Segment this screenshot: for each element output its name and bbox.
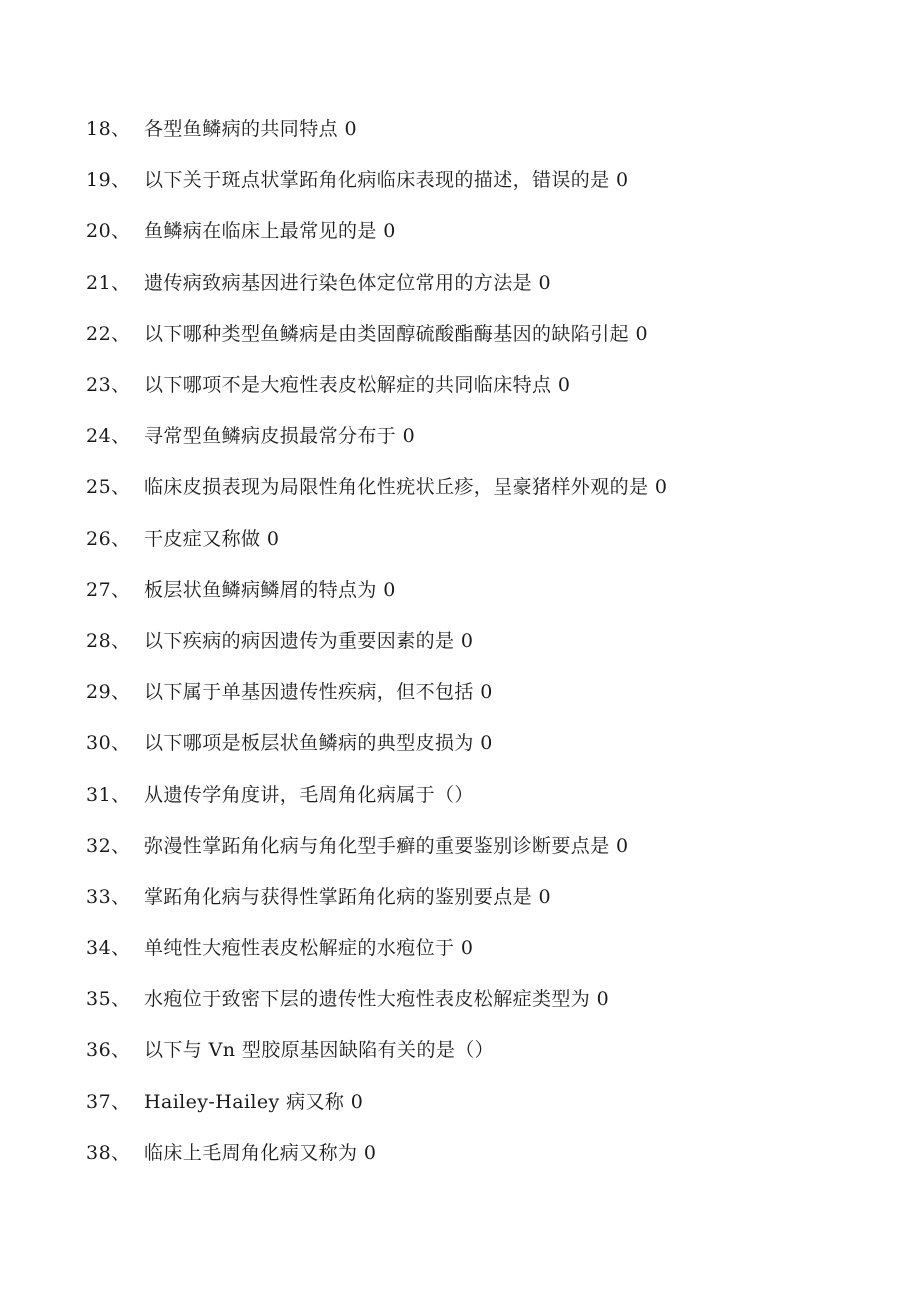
question-item <box>86 206 886 257</box>
question-text: 遗传病致病基因进行染色体定位常用的方法是 0 <box>144 271 551 294</box>
question-number: 27、 <box>86 578 131 601</box>
question-text: 以下属于单基因遗传性疾病，但不包括 0 <box>144 681 493 704</box>
question-number: 35、 <box>86 988 131 1011</box>
question-number: 26、 <box>86 527 131 550</box>
question-text: 掌跖角化病与获得性掌跖角化病的鉴别要点是 0 <box>144 885 551 908</box>
question-text: 以下哪种类型鱼鳞病是由类固醇硫酸酯酶基因的缺陷引起 0 <box>144 322 648 345</box>
question-item <box>86 565 886 616</box>
question-text: 临床皮损表现为局限性角化性疣状丘疹，呈豪猪样外观的是 0 <box>144 476 668 499</box>
question-item <box>86 1077 886 1128</box>
question-item <box>86 411 886 462</box>
question-item <box>86 821 886 872</box>
question-text: 从遗传学角度讲，毛周角化病属于（） <box>144 783 474 806</box>
question-number: 36、 <box>86 1039 131 1062</box>
question-text: 各型鱼鳞病的共同特点 0 <box>144 118 357 141</box>
question-number: 24、 <box>86 425 131 448</box>
question-item <box>86 155 886 206</box>
question-item <box>86 769 886 820</box>
question-number: 38、 <box>86 1141 131 1164</box>
question-item <box>86 258 886 309</box>
question-item <box>86 974 886 1025</box>
question-number: 32、 <box>86 834 131 857</box>
question-text: 以下与 Vn 型胶原基因缺陷有关的是（） <box>144 1039 495 1062</box>
question-number: 23、 <box>86 374 131 397</box>
question-item <box>86 616 886 667</box>
question-text: 以下疾病的病因遗传为重要因素的是 0 <box>144 629 474 652</box>
question-item <box>86 872 886 923</box>
question-number: 20、 <box>86 220 131 243</box>
question-number: 33、 <box>86 885 131 908</box>
question-list <box>86 104 886 1179</box>
question-text: 板层状鱼鳞病鳞屑的特点为 0 <box>144 578 396 601</box>
question-item <box>86 104 886 155</box>
question-text: 单纯性大疱性表皮松解症的水疱位于 0 <box>144 937 474 960</box>
question-item <box>86 718 886 769</box>
question-number: 29、 <box>86 681 131 704</box>
question-text: 水疱位于致密下层的遗传性大疱性表皮松解症类型为 0 <box>144 988 610 1011</box>
question-item <box>86 309 886 360</box>
question-text: 弥漫性掌跖角化病与角化型手癣的重要鉴别诊断要点是 0 <box>144 834 629 857</box>
question-item <box>86 514 886 565</box>
question-number: 25、 <box>86 476 131 499</box>
question-number: 18、 <box>86 118 131 141</box>
question-text: 鱼鳞病在临床上最常见的是 0 <box>144 220 396 243</box>
question-number: 21、 <box>86 271 131 294</box>
question-text: 以下哪项是板层状鱼鳞病的典型皮损为 0 <box>144 732 493 755</box>
question-text: 临床上毛周角化病又称为 0 <box>144 1141 377 1164</box>
question-item <box>86 462 886 513</box>
question-number: 30、 <box>86 732 131 755</box>
question-text: 以下关于斑点状掌跖角化病临床表现的描述，错误的是 0 <box>144 169 629 192</box>
question-item <box>86 360 886 411</box>
question-text: 寻常型鱼鳞病皮损最常分布于 0 <box>144 425 416 448</box>
question-item <box>86 667 886 718</box>
question-item <box>86 1025 886 1076</box>
question-item <box>86 1128 886 1179</box>
question-number: 31、 <box>86 783 131 806</box>
question-text: Hailey-Hailey 病又称 0 <box>144 1090 364 1113</box>
question-number: 19、 <box>86 169 131 192</box>
question-number: 28、 <box>86 629 131 652</box>
question-number: 34、 <box>86 937 131 960</box>
question-number: 37、 <box>86 1090 131 1113</box>
question-text: 以下哪项不是大疱性表皮松解症的共同临床特点 0 <box>144 374 571 397</box>
question-number: 22、 <box>86 322 131 345</box>
question-item <box>86 923 886 974</box>
question-text: 干皮症又称做 0 <box>144 527 280 550</box>
